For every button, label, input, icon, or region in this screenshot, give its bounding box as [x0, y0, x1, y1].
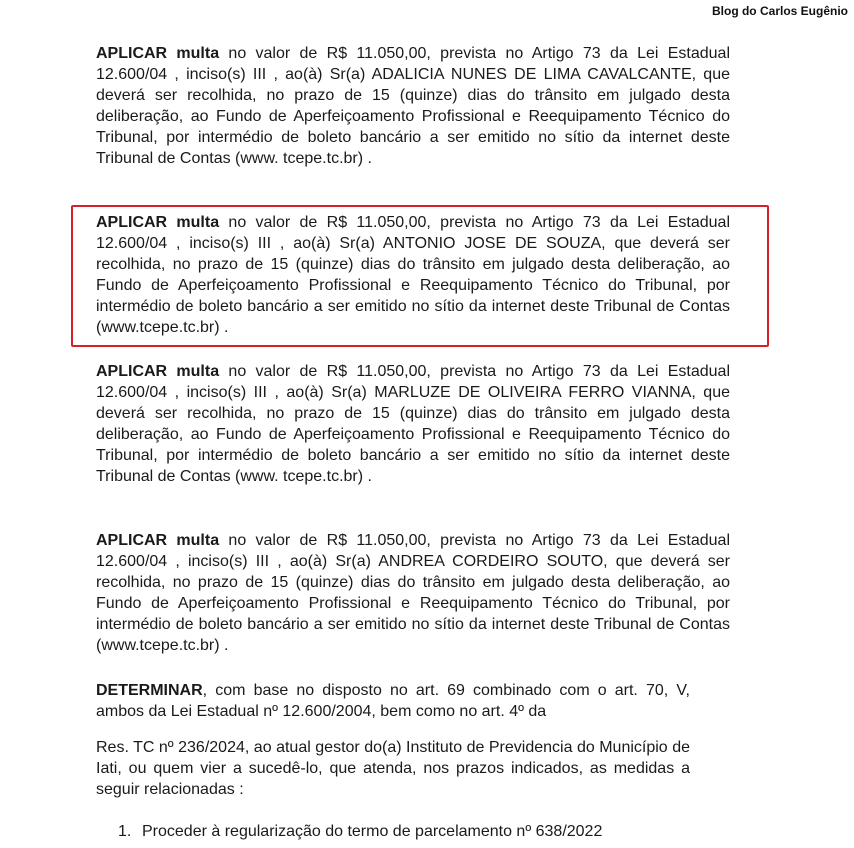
paragraph-text: no valor de R$ 11.050,00, prevista no Artigo 73 da Lei Estadual 12.600/04 , inciso(s) III , ao(à) Sr(a) MARLUZE DE OLIVEIRA FERRO VIANNA, que deverá ser recolhida, no prazo de 15 (quinze) dias do trânsito em julgado desta deliberação, ao Fundo de Aperfeiçoamento Profissional e Reequipamento Técnico do Tribunal, por intermédio de boleto bancário a ser emitido no sítio da internet deste Tribunal de Contas (www. tcepe.tc.br) . [96, 363, 731, 485]
paragraph-fine-marluze [96, 361, 730, 487]
paragraph-text: no valor de R$ 11.050,00, prevista no Artigo 73 da Lei Estadual 12.600/04 , inciso(s) III , ao(à) Sr(a) ANDREA CORDEIRO SOUTO, que deverá ser recolhida, no prazo de 15 (quinze) dias do trânsito em julgado desta deliberação, ao Fundo de Aperfeiçoamento Profissional e Reequipamento Técnico do Tribunal, por intermédio de boleto bancário a ser emitido no sítio da internet deste Tribunal de Contas (www.tcepe.tc.br) . [96, 532, 731, 654]
paragraph-fine-antonio [96, 212, 730, 338]
paragraph-resolution [96, 737, 690, 800]
paragraph-lead: APLICAR multa [96, 214, 220, 231]
paragraph-lead: APLICAR multa [96, 363, 220, 380]
blog-watermark: Blog do Carlos Eugênio [711, 4, 848, 18]
paragraph-lead: APLICAR multa [96, 532, 220, 549]
list-number: 1. [118, 823, 132, 840]
list-item [118, 821, 690, 842]
paragraph-fine-andrea [96, 530, 730, 656]
paragraph-determinar [96, 680, 690, 722]
paragraph-text: , com base no disposto no art. 69 combinado com o art. 70, V, ambos da Lei Estadual nº 12.600/2004, bem como no art. 4º da [96, 682, 690, 720]
list-text: Proceder à regularização do termo de parcelamento nº 638/2022 [142, 823, 603, 840]
paragraph-lead: DETERMINAR [96, 682, 203, 699]
paragraph-text: no valor de R$ 11.050,00, prevista no Artigo 73 da Lei Estadual 12.600/04 , inciso(s) III , ao(à) Sr(a) ADALICIA NUNES DE LIMA CAVALCANTE, que deverá ser recolhida, no prazo de 15 (quinze) dias do trânsito em julgado desta deliberação, ao Fundo de Aperfeiçoamento Profissional e Reequipamento Técnico do Tribunal, por intermédio de boleto bancário a ser emitido no sítio da internet deste Tribunal de Contas (www. tcepe.tc.br) . [96, 45, 731, 167]
paragraph-text: Res. TC nº 236/2024, ao atual gestor do(a) Instituto de Previdencia do Município de Iati, ou quem vier a sucedê-lo, que atenda, nos prazos indicados, as medidas a seguir relacionadas : [96, 739, 690, 798]
paragraph-lead: APLICAR multa [96, 45, 220, 62]
paragraph-fine-adalicia [96, 43, 730, 169]
paragraph-text: no valor de R$ 11.050,00, prevista no Artigo 73 da Lei Estadual 12.600/04 , inciso(s) III , ao(à) Sr(a) ANTONIO JOSE DE SOUZA, que deverá ser recolhida, no prazo de 15 (quinze) dias do trânsito em julgado desta deliberação, ao Fundo de Aperfeiçoamento Profissional e Reequipamento Técnico do Tribunal, por intermédio de boleto bancário a ser emitido no sítio da internet deste Tribunal de Contas (www.tcepe.tc.br) . [96, 214, 731, 336]
